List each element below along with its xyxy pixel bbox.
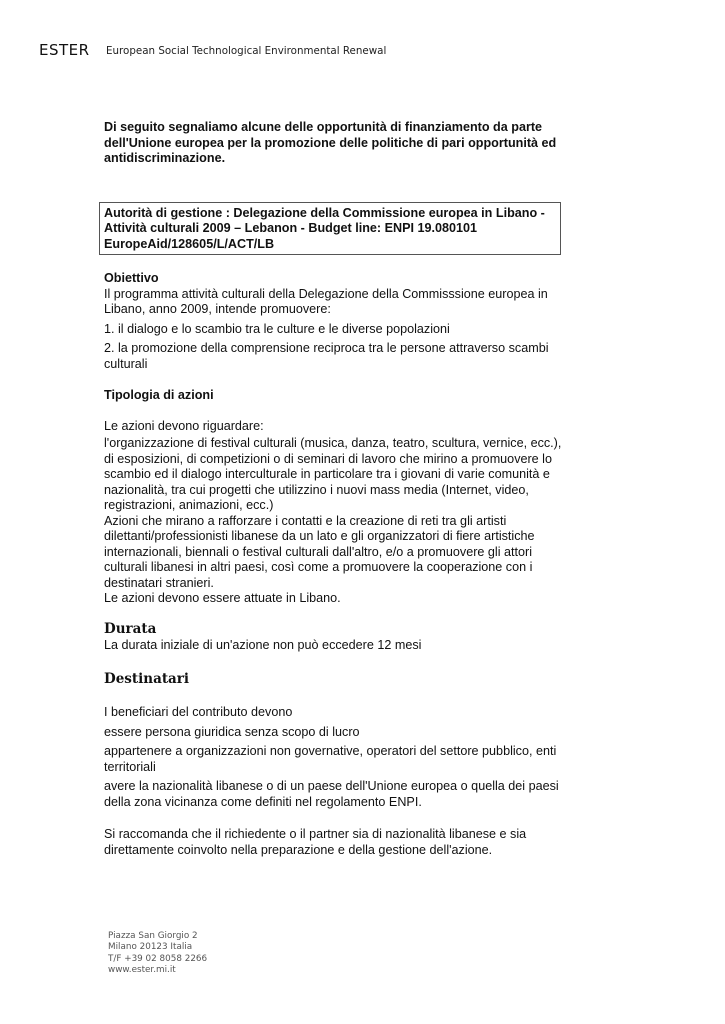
footer-address	[108, 931, 207, 976]
destinatari-line-3: appartenere a organizzazioni non governative, operatori del settore pubblico, enti territoriali	[104, 744, 557, 774]
managing-authority-box: Autorità di gestione : Delegazione della Commissione europea in Libano - Attività culturali 2009 – Lebanon - Budget line: ENPI 19.080101 EuropeAid/128605/L/ACT/LB	[99, 202, 561, 256]
section-destinatari	[104, 671, 574, 858]
destinatari-line-2: essere persona giuridica senza scopo di lucro	[104, 724, 360, 739]
destinatari-line-4: avere la nazionalità libanese o di un paese dell'Unione europea o quella dei paesi della zona vicinanza come definiti nel regolamento ENPI.	[104, 779, 559, 809]
intro-paragraph: Di seguito segnaliamo alcune delle opportunità di finanziamento da parte dell'Unione europea per la promozione delle politiche di pari opportunità ed antidiscriminazione.	[104, 120, 557, 165]
document-body	[104, 120, 574, 858]
section-title-tipologia: Tipologia di azioni	[104, 388, 214, 402]
obiettivo-line-1: Il programma attività culturali della Delegazione della Commisssione europea in Libano, anno 2009, intende promuovere:	[104, 286, 548, 316]
section-title-destinatari: Destinatari	[104, 671, 190, 687]
tipologia-item-1: l'organizzazione di festival culturali (musica, danza, teatro, scultura, vernice, ecc.), di esposizioni, di competizioni o di seminari di lavoro che mirino a promuovere lo scambio ed il dialogo interculturale in particolare tra i giovani di varie comunità e nazionalità, tra cui progetti che utilizzino i nuovi mass media (Internet, video, registrazioni, animazioni, ecc.)	[104, 436, 562, 512]
section-title-durata: Durata	[104, 620, 157, 637]
tipologia-item-2: Azioni che mirano a rafforzare i contatti e la creazione di reti tra gli artisti dilettanti/professionisti libanese da un lato e gli organizzatori di fiere artistiche internazionali, biennali o festival culturali dall'altro, e/o a promuovere gli attori culturali libanesi in altri paesi, così come a promuovere la cooperazione con i destinatari stranieri.	[104, 513, 535, 590]
obiettivo-line-2: 1. il dialogo e lo scambio tra le culture e le diverse popolazioni	[104, 321, 450, 336]
tipologia-intro: Le azioni devono riguardare:	[104, 418, 264, 433]
obiettivo-line-3: 2. la promozione della comprensione reciproca tra le persone attraverso scambi culturali	[104, 341, 549, 371]
footer-website: www.ester.mi.it	[108, 964, 176, 975]
destinatari-line-5: Si raccomanda che il richiedente o il partner sia di nazionalità libanese e sia direttamente coinvolto nella preparazione e della gestione dell'azione.	[104, 827, 527, 857]
footer-street: Piazza San Giorgio 2	[108, 931, 198, 941]
section-tipologia	[104, 388, 574, 607]
section-durata	[104, 621, 574, 654]
tagline: European Social Technological Environmental Renewal	[106, 45, 387, 57]
durata-text: La durata iniziale di un'azione non può eccedere 12 mesi	[104, 637, 422, 652]
section-title-obiettivo: Obiettivo	[104, 271, 159, 285]
footer-city: Milano 20123 Italia	[108, 942, 193, 953]
footer-phone: T/F +39 02 8058 2266	[108, 953, 208, 964]
ester-logo: ESTER	[39, 41, 90, 59]
tipologia-item-3: Le azioni devono essere attuate in Libano.	[104, 591, 341, 605]
section-obiettivo	[104, 271, 574, 372]
destinatari-line-1: I beneficiari del contributo devono	[104, 705, 293, 719]
